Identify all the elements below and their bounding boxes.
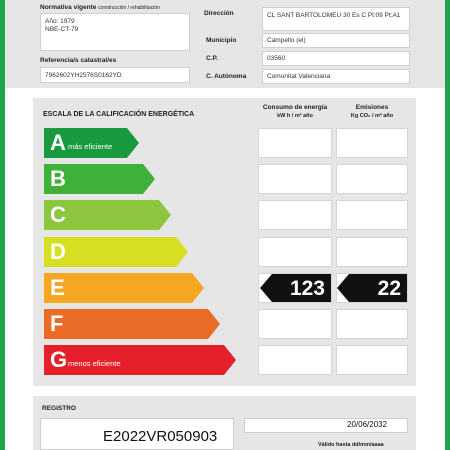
rating-letter-c: C: [50, 202, 66, 227]
emisiones-cell-b: [336, 164, 408, 194]
emisiones-cell-g: [336, 345, 408, 375]
referencia-label: Referencia/s catastral/es: [40, 57, 117, 64]
rating-arrow-b: [44, 164, 155, 194]
direccion-box: [262, 7, 410, 31]
consumo-indicator: [260, 274, 331, 302]
rating-letter-d: D: [50, 239, 66, 264]
consumo-title: Consumo de energía: [262, 104, 328, 111]
normativa-box: [40, 13, 190, 51]
rating-arrow-a: [44, 128, 139, 158]
normativa-code: NBE-CT-79: [45, 26, 79, 33]
rating-letter-a: A: [50, 130, 66, 155]
cp-box: [262, 51, 410, 66]
rating-arrow-shape-f: [44, 309, 220, 339]
registro-valid-date: 20/06/2032: [347, 420, 388, 429]
normativa-label: Normativa vigente construcción / rehabilitación: [40, 4, 160, 11]
consumo-header: [258, 103, 332, 121]
rating-letter-f: F: [50, 311, 64, 336]
rating-arrow-f: [44, 309, 220, 339]
registro-valid-caption: Válido hasta dd/mm/aaaa: [318, 442, 384, 448]
direccion-label: Dirección: [204, 10, 234, 17]
normativa-sub: construcción / rehabilitación: [98, 5, 160, 11]
emisiones-header: [336, 103, 408, 121]
consumo-cell-b: [258, 164, 332, 194]
rating-letter-g: G: [50, 347, 68, 372]
referencia-box: [40, 67, 190, 83]
rating-desc-g: menos eficiente: [68, 359, 121, 368]
municipio-box: [262, 33, 410, 48]
emisiones-title: Emisiones: [355, 104, 389, 111]
autonoma-value: Comunitat Valenciana: [267, 73, 331, 80]
scale-title: ESCALA DE LA CALIFICACIÓN ENERGÉTICA: [43, 111, 195, 118]
registro-code: E2022VR050903: [103, 428, 218, 445]
rating-letter-e: E: [50, 275, 65, 300]
rating-letter-b: B: [50, 166, 66, 191]
rating-arrow-e: [44, 273, 204, 303]
emisiones-cell-f: [336, 309, 408, 339]
registro-label: REGISTRO: [42, 405, 76, 412]
consumo-cell-g: [258, 345, 332, 375]
cp-label: C.P.: [206, 55, 218, 62]
referencia-value: 7962602YH2576S0162YD: [45, 72, 122, 79]
municipio-label: Municipio: [206, 37, 237, 44]
autonoma-box: [262, 69, 410, 84]
emisiones-indicator: [337, 274, 407, 302]
emisiones-cell-a: [336, 128, 408, 158]
emisiones-cell-d: [336, 237, 408, 267]
consumo-cell-a: [258, 128, 332, 158]
emisiones-unit: Kg CO₂ / m² año: [350, 113, 394, 119]
consumo-cell-c: [258, 200, 332, 230]
consumo-cell-d: [258, 237, 332, 267]
normativa-year: Año: 1979: [45, 18, 75, 25]
municipio-value: Campello (el): [267, 37, 306, 44]
rating-arrow-c: [44, 200, 171, 230]
consumo-unit: kW h / m² año: [277, 113, 313, 119]
rating-arrow-d: [44, 237, 188, 267]
rating-arrow-shape-e: [44, 273, 204, 303]
direccion-value: CL SANT BARTOLOMEU 30 Es C Pl:09 Pt:A1: [267, 12, 401, 19]
cp-value: 03560: [267, 55, 286, 62]
consumo-cell-f: [258, 309, 332, 339]
rating-desc-a: más eficiente: [68, 142, 113, 151]
rating-arrow-g: [44, 345, 236, 375]
consumo-indicator-value: 123: [289, 277, 325, 300]
emisiones-indicator-value: 22: [377, 277, 401, 300]
autonoma-label: C. Autónoma: [206, 73, 247, 80]
emisiones-cell-c: [336, 200, 408, 230]
